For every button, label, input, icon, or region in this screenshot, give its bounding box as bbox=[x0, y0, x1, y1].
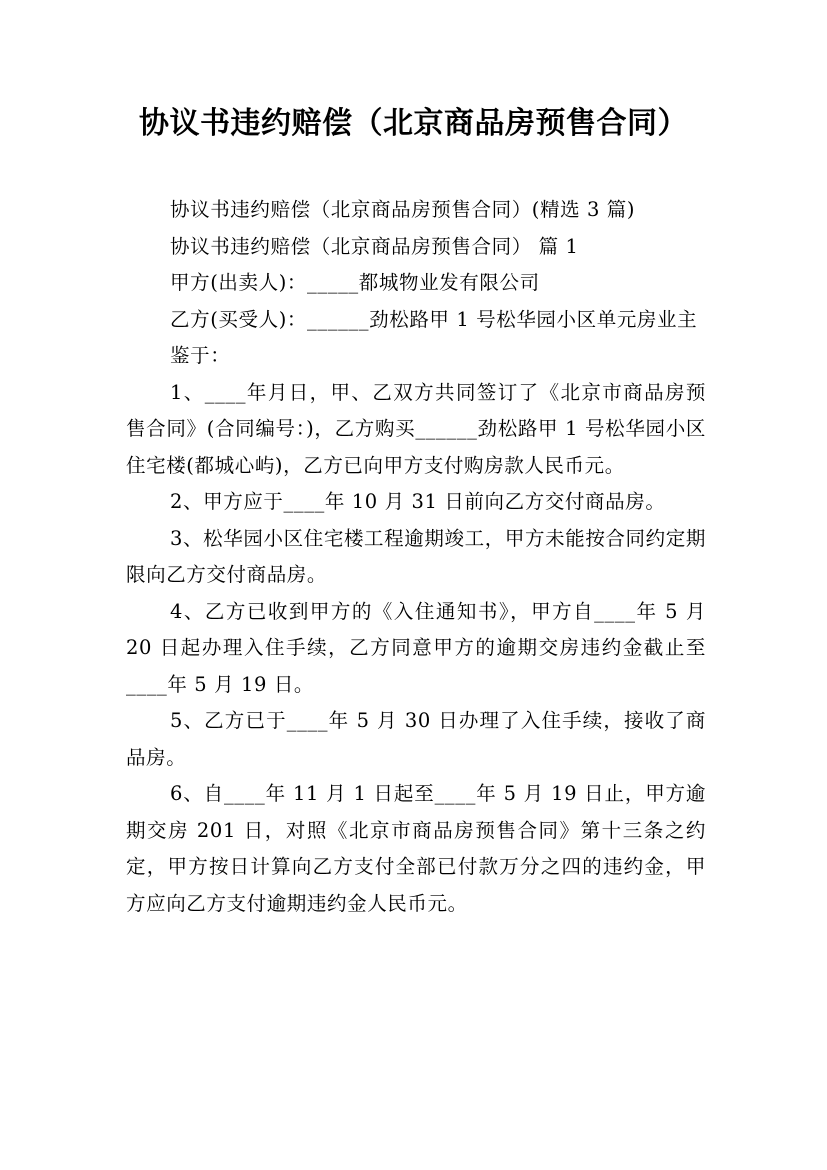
paragraph-clause-5: 5、乙方已于____年 5 月 30 日办理了入住手续，接收了商品房。 bbox=[126, 709, 706, 769]
paragraph-party-b: 乙方(买受人)：______劲松路甲 1 号松华园小区单元房业主 bbox=[170, 307, 698, 331]
paragraph-section-heading: 协议书违约赔偿（北京商品房预售合同） 篇 1 bbox=[170, 234, 579, 258]
paragraph-clause-6: 6、自____年 11 月 1 日起至____年 5 月 19 日止，甲方逾期交房 201 日，对照《北京市商品房预售合同》第十三条之约定，甲方按日计算向乙方支付全部已付款万分之四的违约金，甲方应向乙方支付逾期违约金人民币元。 bbox=[126, 782, 706, 915]
paragraph-clause-2: 2、甲方应于____年 10 月 31 日前向乙方交付商品房。 bbox=[170, 490, 666, 513]
paragraph-subtitle: 协议书违约赔偿（北京商品房预售合同）(精选 3 篇) bbox=[170, 198, 636, 221]
paragraph-whereas: 鉴于： bbox=[170, 344, 231, 367]
document-body bbox=[126, 192, 706, 922]
document-title: 协议书违约赔偿（北京商品房预售合同） bbox=[139, 106, 688, 141]
paragraph-clause-1: 1、____年月日，甲、乙双方共同签订了《北京市商品房预售合同》(合同编号：)，乙方购买______劲松路甲 1 号松华园小区住宅楼(都城心屿)，乙方已向甲方支付购房款人民币元。 bbox=[126, 380, 706, 477]
paragraph-clause-4: 4、乙方已收到甲方的《入住通知书》，甲方自____年 5 月 20 日起办理入住手续，乙方同意甲方的逾期交房违约金截止至____年 5 月 19 日。 bbox=[126, 599, 706, 696]
paragraph-party-a: 甲方(出卖人)：_____都城物业发有限公司 bbox=[170, 271, 540, 294]
paragraph-clause-3: 3、松华园小区住宅楼工程逾期竣工，甲方未能按合同约定期限向乙方交付商品房。 bbox=[126, 526, 706, 586]
